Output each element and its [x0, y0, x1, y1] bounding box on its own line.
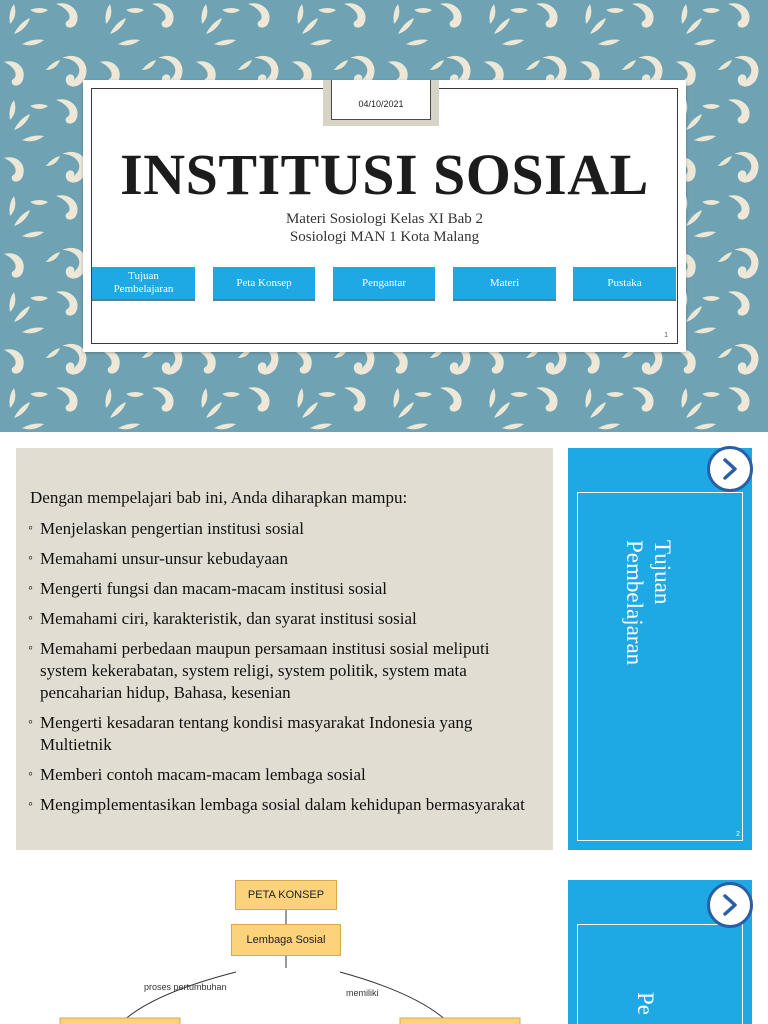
- list-item: ◦ Memahami perbedaan maupun persamaan institusi sosial meliputi system kekerabatan, system religi, system politik, system mata pencaharian hidup, Bahasa, kesenian: [28, 639, 490, 702]
- edge-label-right: memiliki: [346, 988, 379, 998]
- list-item: ◦ Mengerti fungsi dan macam-macam institusi sosial: [28, 579, 388, 598]
- objectives-intro: Dengan mempelajari bab ini, Anda diharapkan mampu:: [30, 488, 408, 507]
- bullet-marker: ◦: [28, 767, 33, 782]
- date-label: 04/10/2021: [331, 80, 431, 120]
- next-slide-button[interactable]: [707, 446, 753, 492]
- bullet-marker: ◦: [28, 551, 33, 566]
- nav-button-peta-konsep[interactable]: Peta Konsep: [213, 267, 315, 301]
- page-number: 2: [736, 831, 740, 838]
- chevron-right-icon: [720, 458, 740, 480]
- list-item: ◦ Mengerti kesadaran tentang kondisi masyarakat Indonesia yang Multietnik: [28, 713, 473, 754]
- title-card: [83, 80, 686, 352]
- concept-map-slide: [0, 864, 768, 1024]
- list-item: ◦ Mengimplementasikan lembaga sosial dalam kehidupan bermasyarakat: [28, 795, 525, 814]
- list-item: ◦ Memahami ciri, karakteristik, dan syarat institusi sosial: [28, 609, 417, 628]
- objectives-content-box: [16, 448, 553, 850]
- page-number: 1: [664, 332, 668, 339]
- side-panel-label: Tujuan Pembelajaran: [622, 540, 675, 666]
- nav-button-pengantar[interactable]: Pengantar: [333, 267, 435, 301]
- edge-label-left: proses pertumbuhan: [144, 982, 227, 992]
- bullet-marker: ◦: [28, 611, 33, 626]
- subtitle-line-2: Sosiologi MAN 1 Kota Malang: [289, 229, 480, 245]
- nav-button-pustaka[interactable]: Pustaka: [573, 267, 676, 301]
- nav-tujuan-line-2: Pembelajaran: [113, 283, 174, 295]
- side-panel-frame: [577, 924, 743, 1024]
- lembaga-sosial-box: Lembaga Sosial: [231, 924, 341, 956]
- peta-konsep-box: PETA KONSEP: [235, 880, 337, 910]
- slide-title: INSTITUSI SOSIAL: [120, 142, 649, 207]
- nav-button-tujuan-pembelajaran[interactable]: [92, 267, 195, 301]
- slide-subtitle: [83, 210, 686, 246]
- objectives-list: [28, 518, 538, 824]
- chevron-right-icon: [720, 894, 740, 916]
- bullet-marker: ◦: [28, 521, 33, 536]
- nav-button-materi[interactable]: Materi: [453, 267, 556, 301]
- bullet-marker: ◦: [28, 797, 33, 812]
- subtitle-line-1: Materi Sosiologi Kelas XI Bab 2: [285, 211, 484, 227]
- objectives-slide: [0, 432, 768, 864]
- title-slide: [0, 0, 768, 432]
- list-item: ◦ Memahami unsur-unsur kebudayaan: [28, 549, 288, 568]
- date-tab: [323, 80, 439, 126]
- section-side-panel: [568, 448, 752, 850]
- next-slide-button[interactable]: [707, 882, 753, 928]
- bullet-marker: ◦: [28, 715, 33, 730]
- list-item: ◦ Menjelaskan pengertian institusi sosial: [28, 519, 304, 538]
- bullet-marker: ◦: [28, 641, 33, 656]
- side-panel-label: Pe: [633, 992, 658, 1015]
- list-item: ◦ Memberi contoh macam-macam lembaga sosial: [28, 765, 366, 784]
- nav-tujuan-line-1: Tujuan: [128, 270, 159, 282]
- bullet-marker: ◦: [28, 581, 33, 596]
